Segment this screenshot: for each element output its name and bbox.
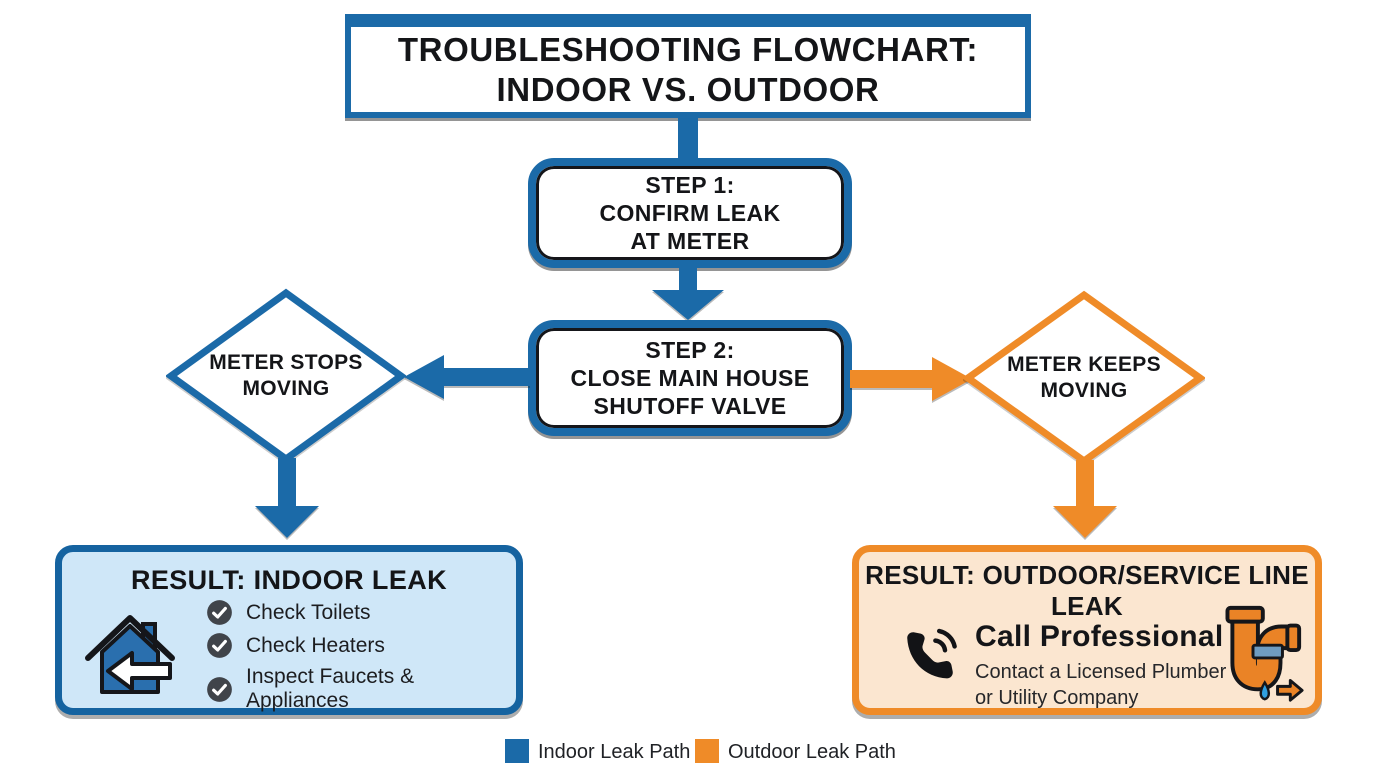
- pipe-leak-icon: [1199, 600, 1307, 713]
- decision-meter-stops-moving: [166, 288, 406, 464]
- indoor-checklist: [206, 593, 508, 719]
- step1-line2: CONFIRM LEAK: [599, 199, 781, 226]
- result-outdoor-title-line1: RESULT: OUTDOOR/SERVICE LINE: [865, 560, 1309, 590]
- call-detail-line1: Contact a Licensed Plumber: [975, 661, 1227, 683]
- outdoor-path-swatch: [695, 739, 719, 763]
- phone-icon: [897, 624, 961, 693]
- result-indoor-leak-box: [55, 545, 523, 715]
- arrow-step1-to-step2-head: [652, 290, 724, 320]
- step1-line3: AT METER: [630, 228, 750, 255]
- result-outdoor-title-line2: LEAK: [1051, 590, 1123, 621]
- indoor-path-label: Indoor Leak Path: [538, 741, 691, 763]
- checklist-item-label: Check Toilets: [246, 600, 371, 624]
- check-circle-icon: [206, 632, 233, 659]
- step2-line3: SHUTOFF VALVE: [593, 393, 787, 420]
- checklist-item-label: Inspect Faucets & Appliances: [246, 665, 415, 712]
- step2-line2: CLOSE MAIN HOUSE: [570, 364, 810, 391]
- connector-title-to-step1: [678, 116, 698, 162]
- arrow-step2-to-indoor-shaft: [442, 368, 530, 386]
- arrow-step1-to-step2-shaft: [679, 266, 697, 292]
- arrow-step2-to-outdoor-shaft: [850, 370, 934, 388]
- outdoor-path-label: Outdoor Leak Path: [728, 741, 896, 763]
- arrow-outdoor-diamond-to-result-head: [1053, 506, 1117, 538]
- result-indoor-title: RESULT: INDOOR LEAK: [130, 565, 448, 595]
- checklist-item: [206, 632, 508, 659]
- arrow-indoor-diamond-to-result-shaft: [278, 458, 296, 508]
- arrow-outdoor-diamond-to-result-shaft: [1076, 460, 1094, 508]
- decision-outdoor-line2: MOVING: [1040, 379, 1128, 402]
- result-indoor-content: [80, 600, 508, 712]
- house-return-icon: [80, 604, 180, 709]
- decision-indoor-line1: METER STOPS: [209, 351, 363, 375]
- check-circle-icon: [206, 676, 233, 703]
- step2-box: [528, 320, 852, 436]
- indoor-path-swatch: [505, 739, 529, 763]
- flowchart-title-box: [345, 14, 1031, 118]
- arrow-step2-to-indoor-head: [404, 355, 444, 399]
- step1-line1: STEP 1:: [645, 171, 735, 198]
- call-professional-label: Call Professional: [975, 620, 1224, 653]
- decision-outdoor-line1: METER KEEPS: [1007, 353, 1161, 377]
- decision-meter-keeps-moving: [963, 290, 1205, 466]
- checklist-item-label: Check Heaters: [246, 633, 385, 657]
- flowchart-title-line2: INDOOR VS. OUTDOOR: [496, 70, 880, 108]
- step2-line1: STEP 2:: [645, 336, 735, 363]
- checklist-item: [206, 665, 508, 713]
- checklist-item: [206, 599, 508, 626]
- step1-box: [528, 158, 852, 268]
- call-professional-block: [975, 620, 1226, 711]
- decision-indoor-line2: MOVING: [242, 377, 330, 400]
- result-outdoor-leak-box: [852, 545, 1322, 715]
- check-circle-icon: [206, 599, 233, 626]
- flowchart-title-line1: TROUBLESHOOTING FLOWCHART:: [397, 30, 979, 68]
- arrow-indoor-diamond-to-result-head: [255, 506, 319, 538]
- call-detail-line2: or Utility Company: [975, 687, 1139, 709]
